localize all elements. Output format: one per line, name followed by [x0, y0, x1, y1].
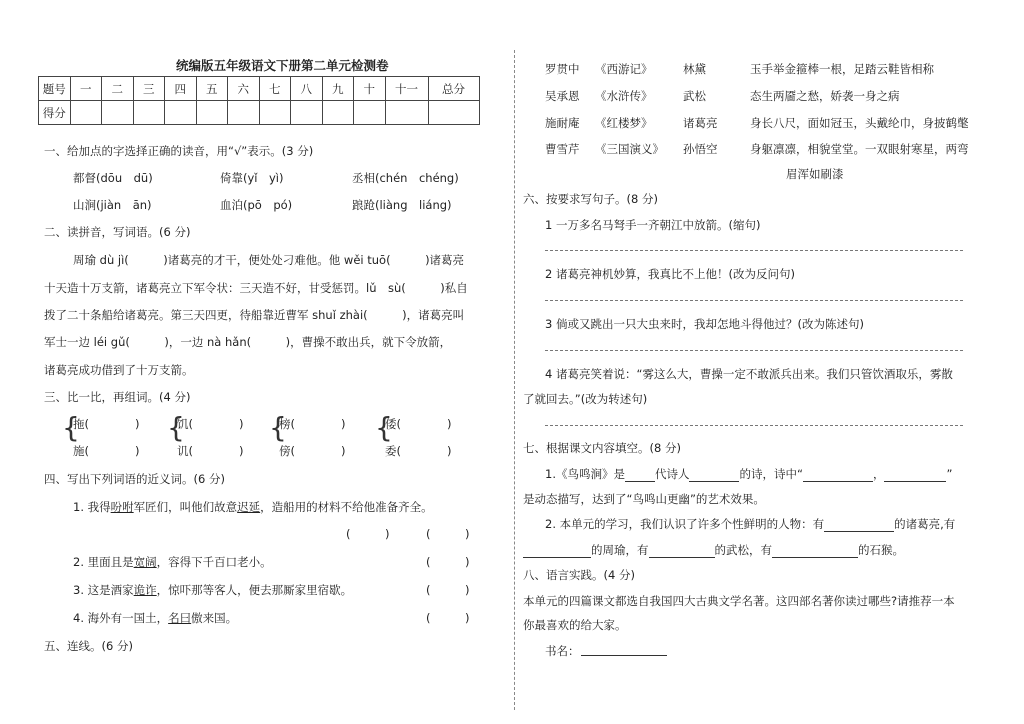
q1-item: 血泊(pō pó) [220, 198, 293, 212]
table-cell: 得分 [39, 101, 71, 125]
author[interactable]: 施耐庵 [545, 116, 580, 130]
text: ， [872, 467, 885, 481]
score-table-header-row [39, 77, 480, 101]
text: 军匠们，叫他们故意 [133, 500, 238, 514]
score-input-cell[interactable] [385, 101, 428, 125]
table-cell: 九 [322, 77, 354, 101]
score-input-cell[interactable] [133, 101, 165, 125]
score-input-cell[interactable] [428, 101, 479, 125]
text: 2. 本单元的学习，我们认识了许多个性鲜明的人物：有 [545, 517, 825, 531]
answer-parens[interactable]: ( ) [346, 527, 390, 541]
q3-heading: 三、比一比，再组词。(4 分) [44, 390, 191, 404]
text: ” [946, 467, 953, 481]
answer-line[interactable] [545, 350, 963, 351]
table-cell: 六 [228, 77, 260, 101]
target-word: 诡诈 [133, 583, 157, 597]
answer-line[interactable] [545, 300, 963, 301]
q2-heading: 二、读拼音，写词语。(6 分) [44, 225, 191, 239]
q6-item: 2 诸葛亮神机妙算，我真比不上他！(改为反问句) [545, 267, 795, 281]
score-input-cell[interactable] [259, 101, 291, 125]
q3-item: 讥( ) [177, 444, 244, 458]
q3-item: 施( ) [73, 444, 140, 458]
q2-line: 拨了二十条船给诸葛亮。第三天四更，待船靠近曹军 shuǐ zhài( )，诸葛亮叫 [44, 308, 465, 322]
score-input-cell[interactable] [228, 101, 260, 125]
target-word: 宽阔 [133, 555, 157, 569]
book-name-label: 书名： [545, 644, 580, 658]
q1-item: 都督(dōu dū) [73, 171, 153, 185]
text: ，造船用的材料不给他准备齐全。 [260, 500, 433, 514]
q7-line-2: 是动态描写，达到了“鸟鸣山更幽”的艺术效果。 [523, 492, 765, 506]
q3-item: 饥( ) [177, 417, 244, 431]
q8-paragraph: 本单元的四篇课文都选自我国四大古典文学名著。这四部名著你读过哪些?请推荐一本 [523, 594, 955, 608]
q2-line: 周瑜 dù jì( )诸葛亮的才干，便处处刁难他。他 wěi tuō( )诸葛亮 [73, 253, 465, 267]
q5-heading: 五、连线。(6 分) [44, 639, 133, 653]
fill-blank[interactable] [689, 469, 739, 482]
score-input-cell[interactable] [291, 101, 323, 125]
text: 的诸葛亮,有 [894, 517, 956, 531]
score-input-cell[interactable] [196, 101, 228, 125]
character[interactable]: 孙悟空 [683, 142, 718, 156]
q3-item: 榜( ) [279, 417, 346, 431]
table-cell: 十 [354, 77, 386, 101]
page-title: 统编版五年级语文下册第二单元检测卷 [176, 58, 389, 73]
answer-line[interactable] [545, 425, 963, 426]
q3-item: 倭( ) [385, 417, 452, 431]
author[interactable]: 吴承恩 [545, 89, 580, 103]
score-input-cell[interactable] [102, 101, 134, 125]
q6-item: 4 诸葛亮笑着说：“雾这么大，曹操一定不敢派兵出来。我们只管饮酒取乐，雾散 [545, 367, 953, 381]
fill-blank[interactable] [625, 469, 655, 482]
score-input-cell[interactable] [165, 101, 197, 125]
fill-blank[interactable] [803, 469, 873, 482]
fill-blank[interactable] [772, 545, 858, 558]
book[interactable]: 《西游记》 [595, 62, 653, 76]
q8-paragraph: 你最喜欢的给大家。 [523, 618, 627, 632]
q8-heading: 八、语言实践。(4 分) [523, 568, 635, 582]
q4-item-4 [73, 610, 237, 626]
column-divider [514, 50, 515, 710]
text: 3. 这是酒家 [73, 583, 134, 597]
text: 傲来国。 [191, 611, 238, 625]
text: ，惊吓那等客人，便去那厮家里宿歇。 [156, 583, 353, 597]
table-cell: 三 [133, 77, 165, 101]
q1-item: 踉跄(liàng liáng) [352, 198, 452, 212]
description[interactable]: 态生两靥之愁，娇袭一身之病 [750, 89, 900, 103]
fill-blank[interactable] [884, 469, 946, 482]
q7-line-1 [545, 466, 952, 482]
text: 的周瑜，有 [591, 543, 649, 557]
q4-item-2 [73, 554, 272, 570]
q2-line: 诸葛亮成功借到了十万支箭。 [44, 363, 194, 377]
score-input-cell[interactable] [354, 101, 386, 125]
text: 的武松，有 [714, 543, 772, 557]
answer-parens[interactable]: ( ) [426, 583, 470, 597]
book[interactable]: 《三国演义》 [595, 142, 664, 156]
table-cell: 五 [196, 77, 228, 101]
book[interactable]: 《水浒传》 [595, 89, 653, 103]
q7-line-3 [545, 516, 955, 532]
q4-heading: 四、写出下列词语的近义词。(6 分) [44, 472, 225, 486]
brace-icon: { [167, 411, 185, 444]
q1-item: 山涧(jiàn ān) [73, 198, 152, 212]
table-cell: 一 [70, 77, 102, 101]
text: 1.《鸟鸣涧》是 [545, 467, 625, 481]
table-cell: 总分 [428, 77, 479, 101]
q7-line-4 [523, 542, 904, 558]
q3-item: 拖( ) [73, 417, 140, 431]
table-cell: 八 [291, 77, 323, 101]
text: 2. 里面且是 [73, 555, 134, 569]
text: 4. 海外有一国土， [73, 611, 169, 625]
q4-item-1 [73, 499, 433, 515]
target-word: 迟延 [237, 500, 261, 514]
answer-parens[interactable]: ( ) [426, 555, 470, 569]
table-cell: 七 [259, 77, 291, 101]
q6-item: 1 一万多名马弩手一齐朝江中放箭。(缩句) [545, 218, 761, 232]
author[interactable]: 罗贯中 [545, 62, 580, 76]
q6-item: 了就回去。”(改为转述句) [523, 392, 648, 406]
brace-icon: { [375, 411, 393, 444]
score-table-score-row [39, 101, 480, 125]
author[interactable]: 曹雪芹 [545, 142, 580, 156]
q3-item: 委( ) [385, 444, 452, 458]
q1-heading: 一、给加点的字选择正确的读音，用“√”表示。(3 分) [44, 144, 314, 158]
q3-item: 傍( ) [279, 444, 346, 458]
answer-line[interactable] [545, 250, 963, 251]
text: ，容得下千百口老小。 [156, 555, 272, 569]
answer-parens[interactable]: ( ) [426, 527, 470, 541]
target-word: 吩咐 [110, 500, 134, 514]
text: 的诗，诗中“ [739, 467, 803, 481]
brace-icon: { [62, 411, 80, 444]
description[interactable]: 身长八尺，面如冠玉，头戴纶巾，身披鹤氅 [750, 116, 969, 130]
character[interactable]: 武松 [683, 89, 706, 103]
table-cell: 二 [102, 77, 134, 101]
answer-parens[interactable]: ( ) [426, 611, 470, 625]
q6-heading: 六、按要求写句子。(8 分) [523, 192, 658, 206]
text: 的石猴。 [858, 543, 904, 557]
q7-heading: 七、根据课文内容填空。(8 分) [523, 441, 681, 455]
fill-blank[interactable] [649, 545, 715, 558]
fill-blank[interactable] [523, 545, 591, 558]
book[interactable]: 《红楼梦》 [595, 116, 653, 130]
text: 1. 我得 [73, 500, 111, 514]
table-cell: 四 [165, 77, 197, 101]
character[interactable]: 诸葛亮 [683, 116, 718, 130]
score-input-cell[interactable] [70, 101, 102, 125]
book-name-input[interactable] [581, 655, 667, 656]
character[interactable]: 林黛 [683, 62, 706, 76]
text: 代诗人 [654, 467, 690, 481]
q6-item: 3 倘或又跳出一只大虫来时，我却怎地斗得他过？(改为陈述句) [545, 317, 864, 331]
score-table [38, 76, 480, 125]
q4-item-3 [73, 582, 352, 598]
fill-blank[interactable] [824, 519, 894, 532]
score-input-cell[interactable] [322, 101, 354, 125]
table-cell: 十一 [385, 77, 428, 101]
description[interactable]: 玉手举金箍棒一根，足踏云鞋皆相称 [750, 62, 934, 76]
q2-line: 十天造十万支箭，诸葛亮立下军令状：三天造不好，甘受惩罚。lǔ sù( )私自 [44, 281, 468, 295]
table-cell: 题号 [39, 77, 71, 101]
description[interactable]: 身躯凛凛，相貌堂堂。一双眼射寒星，两弯 [750, 142, 969, 156]
q2-line: 军士一边 léi gǔ( )，一边 nà hǎn( )，曹操不敢出兵，就下令放箭， [44, 335, 452, 349]
brace-icon: { [269, 411, 287, 444]
target-word: 名曰 [168, 611, 192, 625]
description-continued: 眉浑如刷漆 [786, 167, 844, 181]
q1-item: 倚靠(yǐ yì) [220, 171, 284, 185]
q1-item: 丞相(chén chéng) [352, 171, 459, 185]
